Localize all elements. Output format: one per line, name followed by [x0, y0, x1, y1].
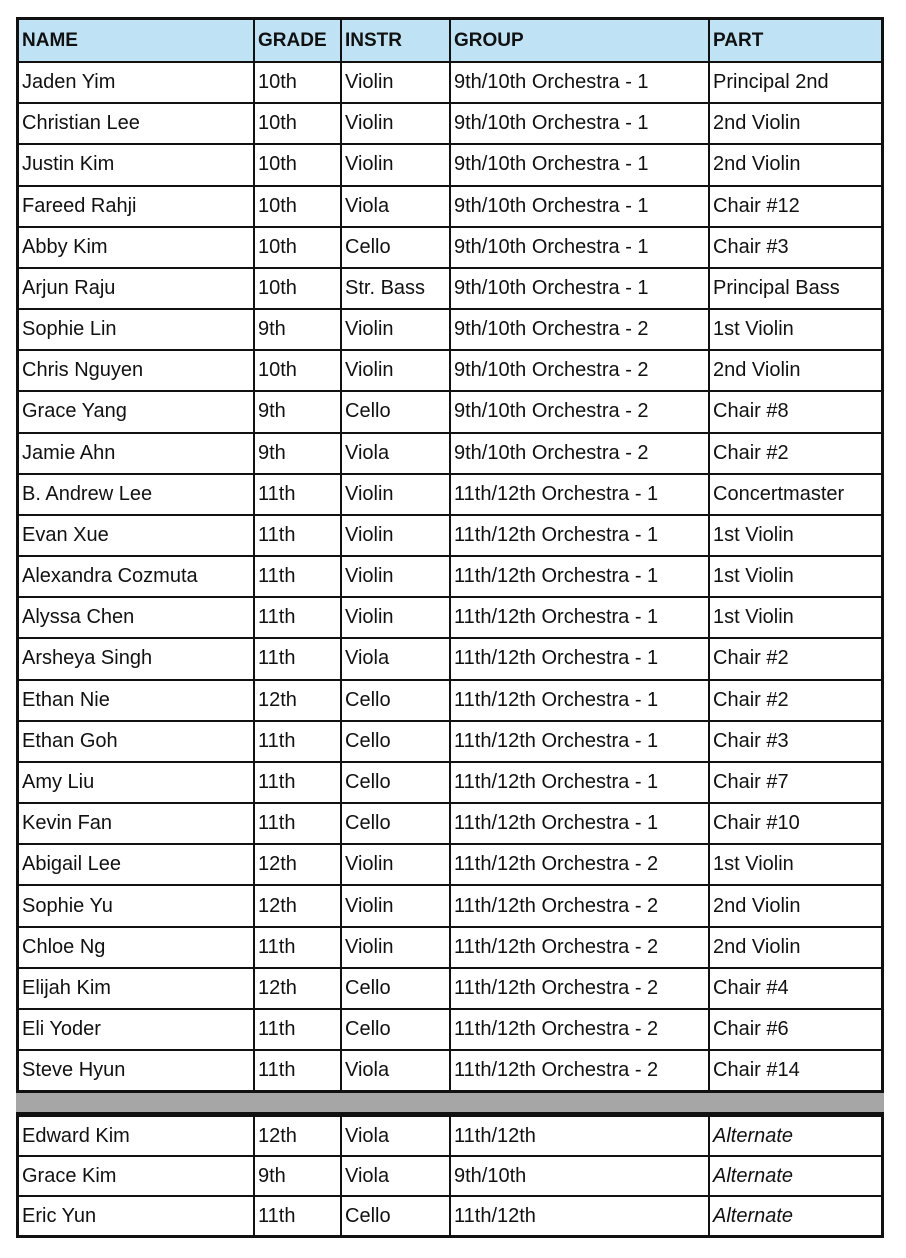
cell-instr: Cello: [341, 1196, 450, 1235]
cell-grade: 10th: [254, 350, 341, 391]
cell-name: Justin Kim: [19, 144, 254, 185]
cell-part: 2nd Violin: [709, 885, 881, 926]
roster-table: [19, 20, 881, 1090]
table-row: [19, 186, 881, 227]
cell-part: 1st Violin: [709, 844, 881, 885]
cell-name: B. Andrew Lee: [19, 474, 254, 515]
cell-name: Alyssa Chen: [19, 597, 254, 638]
cell-group: 11th/12th Orchestra - 1: [450, 597, 709, 638]
table-row: [19, 803, 881, 844]
cell-part: 2nd Violin: [709, 144, 881, 185]
table-row: [19, 927, 881, 968]
cell-grade: 10th: [254, 62, 341, 103]
table-row: [19, 103, 881, 144]
cell-name: Fareed Rahji: [19, 186, 254, 227]
cell-instr: Cello: [341, 227, 450, 268]
cell-instr: Violin: [341, 885, 450, 926]
cell-group: 11th/12th Orchestra - 1: [450, 680, 709, 721]
table-row: [19, 268, 881, 309]
cell-part: Chair #3: [709, 227, 881, 268]
cell-grade: 11th: [254, 638, 341, 679]
cell-name: Steve Hyun: [19, 1050, 254, 1090]
cell-group: 11th/12th Orchestra - 2: [450, 885, 709, 926]
cell-grade: 12th: [254, 844, 341, 885]
cell-part: Alternate: [709, 1156, 881, 1196]
cell-grade: 11th: [254, 515, 341, 556]
cell-name: Abby Kim: [19, 227, 254, 268]
roster-table-frame: [16, 17, 884, 1093]
cell-instr: Violin: [341, 62, 450, 103]
cell-name: Grace Yang: [19, 391, 254, 432]
cell-name: Chris Nguyen: [19, 350, 254, 391]
cell-instr: Viola: [341, 638, 450, 679]
cell-name: Sophie Lin: [19, 309, 254, 350]
cell-grade: 12th: [254, 968, 341, 1009]
cell-grade: 10th: [254, 144, 341, 185]
cell-part: Alternate: [709, 1196, 881, 1235]
cell-name: Grace Kim: [19, 1156, 254, 1196]
alternates-table-frame: [16, 1112, 884, 1238]
table-row: [19, 885, 881, 926]
cell-instr: Violin: [341, 927, 450, 968]
cell-group: 9th/10th Orchestra - 1: [450, 186, 709, 227]
cell-part: Concertmaster: [709, 474, 881, 515]
cell-part: Chair #7: [709, 762, 881, 803]
cell-group: 11th/12th Orchestra - 2: [450, 927, 709, 968]
table-row: [19, 350, 881, 391]
cell-instr: Viola: [341, 1116, 450, 1156]
cell-grade: 12th: [254, 885, 341, 926]
cell-group: 11th/12th: [450, 1196, 709, 1235]
section-divider: [16, 1093, 884, 1112]
cell-part: Chair #2: [709, 638, 881, 679]
cell-name: Edward Kim: [19, 1116, 254, 1156]
table-row: [19, 144, 881, 185]
cell-name: Abigail Lee: [19, 844, 254, 885]
cell-name: Jamie Ahn: [19, 433, 254, 474]
cell-instr: Violin: [341, 556, 450, 597]
cell-group: 9th/10th: [450, 1156, 709, 1196]
table-row: [19, 1009, 881, 1050]
cell-instr: Viola: [341, 1050, 450, 1090]
cell-part: Chair #3: [709, 721, 881, 762]
cell-grade: 11th: [254, 803, 341, 844]
cell-name: Elijah Kim: [19, 968, 254, 1009]
cell-group: 9th/10th Orchestra - 2: [450, 433, 709, 474]
cell-group: 11th/12th Orchestra - 1: [450, 721, 709, 762]
cell-name: Arsheya Singh: [19, 638, 254, 679]
cell-group: 11th/12th Orchestra - 2: [450, 844, 709, 885]
table-row: [19, 597, 881, 638]
cell-grade: 11th: [254, 762, 341, 803]
cell-instr: Cello: [341, 721, 450, 762]
cell-group: 11th/12th Orchestra - 2: [450, 1050, 709, 1090]
cell-part: 2nd Violin: [709, 350, 881, 391]
cell-part: 1st Violin: [709, 515, 881, 556]
header-grade: GRADE: [254, 20, 341, 62]
table-row: [19, 638, 881, 679]
cell-group: 11th/12th Orchestra - 1: [450, 803, 709, 844]
table-row: [19, 680, 881, 721]
cell-group: 9th/10th Orchestra - 2: [450, 391, 709, 432]
cell-part: Principal 2nd: [709, 62, 881, 103]
cell-grade: 10th: [254, 227, 341, 268]
cell-instr: Violin: [341, 474, 450, 515]
cell-part: 1st Violin: [709, 309, 881, 350]
cell-instr: Str. Bass: [341, 268, 450, 309]
cell-part: Principal Bass: [709, 268, 881, 309]
cell-name: Ethan Goh: [19, 721, 254, 762]
header-part: PART: [709, 20, 881, 62]
cell-part: 2nd Violin: [709, 927, 881, 968]
cell-grade: 12th: [254, 680, 341, 721]
cell-name: Alexandra Cozmuta: [19, 556, 254, 597]
cell-part: Chair #8: [709, 391, 881, 432]
cell-grade: 9th: [254, 309, 341, 350]
cell-group: 9th/10th Orchestra - 1: [450, 62, 709, 103]
cell-name: Sophie Yu: [19, 885, 254, 926]
cell-instr: Viola: [341, 1156, 450, 1196]
cell-grade: 11th: [254, 556, 341, 597]
cell-group: 11th/12th Orchestra - 1: [450, 762, 709, 803]
table-row: [19, 556, 881, 597]
cell-group: 9th/10th Orchestra - 2: [450, 309, 709, 350]
cell-instr: Cello: [341, 1009, 450, 1050]
alternate-row: [19, 1196, 881, 1235]
cell-grade: 9th: [254, 391, 341, 432]
cell-part: Chair #2: [709, 433, 881, 474]
cell-group: 11th/12th Orchestra - 2: [450, 1009, 709, 1050]
cell-instr: Viola: [341, 433, 450, 474]
cell-part: Alternate: [709, 1116, 881, 1156]
cell-grade: 11th: [254, 1009, 341, 1050]
cell-group: 11th/12th Orchestra - 2: [450, 968, 709, 1009]
alternates-table: [19, 1115, 881, 1235]
cell-name: Arjun Raju: [19, 268, 254, 309]
cell-part: Chair #14: [709, 1050, 881, 1090]
header-row: [19, 20, 881, 62]
table-row: [19, 391, 881, 432]
table-row: [19, 721, 881, 762]
cell-instr: Violin: [341, 103, 450, 144]
cell-part: Chair #4: [709, 968, 881, 1009]
table-row: [19, 227, 881, 268]
table-row: [19, 968, 881, 1009]
table-row: [19, 433, 881, 474]
cell-instr: Violin: [341, 144, 450, 185]
cell-grade: 11th: [254, 474, 341, 515]
table-row: [19, 309, 881, 350]
cell-group: 9th/10th Orchestra - 1: [450, 227, 709, 268]
cell-instr: Viola: [341, 186, 450, 227]
alternates-body: [19, 1116, 881, 1235]
cell-grade: 9th: [254, 433, 341, 474]
table-row: [19, 62, 881, 103]
cell-name: Chloe Ng: [19, 927, 254, 968]
cell-group: 9th/10th Orchestra - 1: [450, 268, 709, 309]
header-name: NAME: [19, 20, 254, 62]
alternate-row: [19, 1156, 881, 1196]
cell-name: Jaden Yim: [19, 62, 254, 103]
cell-name: Kevin Fan: [19, 803, 254, 844]
table-row: [19, 844, 881, 885]
table-row: [19, 474, 881, 515]
cell-group: 9th/10th Orchestra - 1: [450, 103, 709, 144]
cell-group: 11th/12th Orchestra - 1: [450, 515, 709, 556]
header-instr: INSTR: [341, 20, 450, 62]
cell-part: Chair #2: [709, 680, 881, 721]
cell-grade: 11th: [254, 721, 341, 762]
cell-part: Chair #12: [709, 186, 881, 227]
table-row: [19, 1050, 881, 1090]
cell-name: Christian Lee: [19, 103, 254, 144]
cell-part: 2nd Violin: [709, 103, 881, 144]
cell-instr: Violin: [341, 844, 450, 885]
cell-instr: Violin: [341, 350, 450, 391]
cell-group: 9th/10th Orchestra - 1: [450, 144, 709, 185]
cell-grade: 10th: [254, 103, 341, 144]
cell-group: 11th/12th Orchestra - 1: [450, 474, 709, 515]
cell-group: 11th/12th Orchestra - 1: [450, 556, 709, 597]
cell-instr: Cello: [341, 968, 450, 1009]
cell-group: 11th/12th: [450, 1116, 709, 1156]
cell-group: 9th/10th Orchestra - 2: [450, 350, 709, 391]
cell-grade: 11th: [254, 1050, 341, 1090]
cell-part: Chair #10: [709, 803, 881, 844]
header-group: GROUP: [450, 20, 709, 62]
roster-body: [19, 62, 881, 1090]
cell-name: Amy Liu: [19, 762, 254, 803]
cell-instr: Violin: [341, 597, 450, 638]
cell-grade: 10th: [254, 268, 341, 309]
cell-name: Evan Xue: [19, 515, 254, 556]
cell-grade: 11th: [254, 597, 341, 638]
cell-instr: Violin: [341, 309, 450, 350]
table-row: [19, 762, 881, 803]
alternate-row: [19, 1116, 881, 1156]
cell-grade: 9th: [254, 1156, 341, 1196]
cell-grade: 11th: [254, 927, 341, 968]
cell-instr: Cello: [341, 391, 450, 432]
cell-grade: 11th: [254, 1196, 341, 1235]
cell-instr: Violin: [341, 515, 450, 556]
cell-part: 1st Violin: [709, 556, 881, 597]
cell-name: Eli Yoder: [19, 1009, 254, 1050]
cell-name: Ethan Nie: [19, 680, 254, 721]
table-row: [19, 515, 881, 556]
cell-part: 1st Violin: [709, 597, 881, 638]
cell-instr: Cello: [341, 680, 450, 721]
cell-instr: Cello: [341, 762, 450, 803]
cell-grade: 12th: [254, 1116, 341, 1156]
cell-part: Chair #6: [709, 1009, 881, 1050]
cell-instr: Cello: [341, 803, 450, 844]
cell-name: Eric Yun: [19, 1196, 254, 1235]
cell-grade: 10th: [254, 186, 341, 227]
cell-group: 11th/12th Orchestra - 1: [450, 638, 709, 679]
